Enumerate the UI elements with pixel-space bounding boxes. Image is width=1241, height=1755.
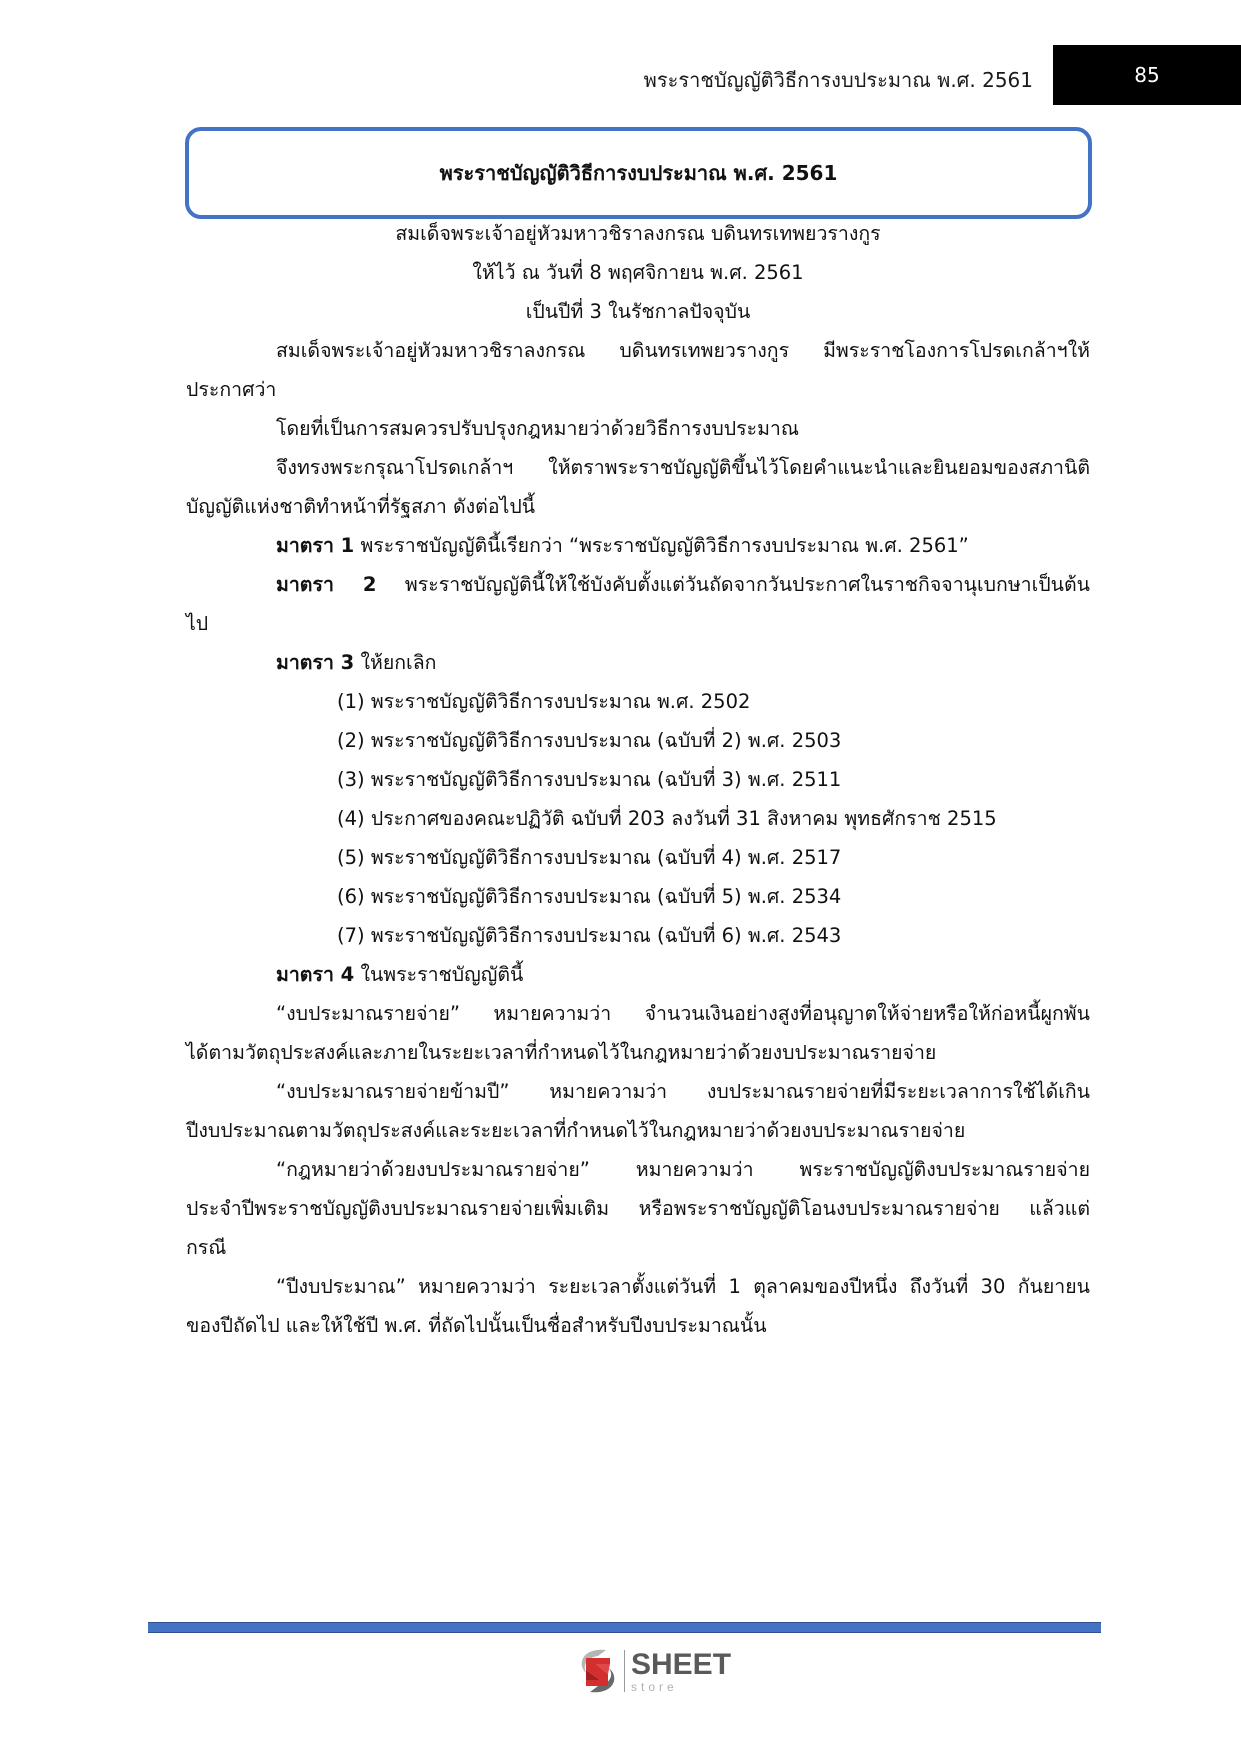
preamble-paragraph-2: โดยที่เป็นการสมควรปรับปรุงกฎหมายว่าด้วยวิธีการงบประมาณ [276, 417, 799, 440]
preamble-paragraph-1-line-2: ประกาศว่า [186, 378, 277, 401]
logo-sub: store [631, 1679, 678, 1694]
repealed-item: (5) พระราชบัญญัติวิธีการงบประมาณ (ฉบับที่ 4) พ.ศ. 2517 [337, 846, 842, 869]
sheet-store-s-icon [576, 1646, 620, 1696]
definition-1-line-2: ได้ตามวัตถุประสงค์และภายในระยะเวลาที่กำหนดไว้ในกฎหมายว่าด้วยงบประมาณรายจ่าย [186, 1041, 937, 1064]
preamble-date: ให้ไว้ ณ วันที่ 8 พฤศจิกายน พ.ศ. 2561 [472, 261, 804, 284]
section-1 [186, 526, 1090, 565]
section-1-label: มาตรา 1 [276, 534, 355, 557]
document-title: พระราชบัญญัติวิธีการงบประมาณ พ.ศ. 2561 [439, 161, 838, 185]
definition-1-line-1: “งบประมาณรายจ่าย” หมายความว่า จำนวนเงินอย่างสูงที่อนุญาตให้จ่ายหรือให้ก่อหนี้ผูกพัน [276, 1002, 1090, 1025]
footer-divider-bar [148, 1622, 1101, 1633]
running-header-title: พระราชบัญญัติวิธีการงบประมาณ พ.ศ. 2561 [643, 68, 1033, 92]
definition-2-line-1: “งบประมาณรายจ่ายข้ามปี” หมายความว่า งบประมาณรายจ่ายที่มีระยะเวลาการใช้ได้เกิน [276, 1080, 1090, 1103]
title-box [185, 127, 1092, 219]
page-number-box [1053, 45, 1241, 105]
preamble-king: สมเด็จพระเจ้าอยู่หัวมหาวชิราลงกรณ บดินทรเทพยวรางกูร [395, 222, 881, 245]
logo-wordmark [631, 1647, 732, 1694]
repealed-item: (6) พระราชบัญญัติวิธีการงบประมาณ (ฉบับที่ 5) พ.ศ. 2534 [337, 885, 842, 908]
preamble-paragraph-3-line-2: บัญญัติแห่งชาติทำหน้าที่รัฐสภา ดังต่อไปนี้ [186, 495, 536, 518]
repealed-item: (1) พระราชบัญญัติวิธีการงบประมาณ พ.ศ. 2502 [337, 690, 751, 713]
preamble-paragraph-1-line-1: สมเด็จพระเจ้าอยู่หัวมหาวชิราลงกรณ บดินทรเทพยวรางกูร มีพระราชโองการโปรดเกล้าฯให้ [276, 339, 1090, 362]
logo-divider [624, 1650, 625, 1692]
repealed-item: (3) พระราชบัญญัติวิธีการงบประมาณ (ฉบับที่ 3) พ.ศ. 2511 [337, 768, 842, 791]
section-3 [186, 643, 1090, 682]
section-3-label: มาตรา 3 [276, 651, 355, 674]
section-4-text: ในพระราชบัญญัตินี้ [354, 963, 524, 986]
page-number: 85 [1134, 63, 1160, 87]
section-4-label: มาตรา 4 [276, 963, 355, 986]
definition-4-line-2: ของปีถัดไป และให้ใช้ปี พ.ศ. ที่ถัดไปนั้นเป็นชื่อสำหรับปีงบประมาณนั้น [186, 1314, 767, 1337]
repealed-item: (7) พระราชบัญญัติวิธีการงบประมาณ (ฉบับที่ 6) พ.ศ. 2543 [337, 924, 842, 947]
sheet-store-logo [576, 1646, 731, 1696]
section-2-text: พระราชบัญญัตินี้ให้ใช้บังคับตั้งแต่วันถัดจากวันประกาศในราชกิจจานุเบกษาเป็นต้น [376, 573, 1090, 596]
definition-3-line-1: “กฎหมายว่าด้วยงบประมาณรายจ่าย” หมายความว่า พระราชบัญญัติงบประมาณรายจ่าย [276, 1158, 1090, 1181]
repealed-item: (4) ประกาศของคณะปฏิวัติ ฉบับที่ 203 ลงวันที่ 31 สิงหาคม พุทธศักราช 2515 [337, 807, 997, 830]
section-4 [186, 955, 1090, 994]
section-2-label: มาตรา 2 [276, 573, 377, 596]
section-3-text: ให้ยกเลิก [354, 651, 437, 674]
repealed-item: (2) พระราชบัญญัติวิธีการงบประมาณ (ฉบับที่ 2) พ.ศ. 2503 [337, 729, 842, 752]
section-2-line-1 [186, 565, 1090, 604]
logo-brand: SHEET [631, 1647, 732, 1681]
definition-2-line-2: ปีงบประมาณตามวัตถุประสงค์และระยะเวลาที่กำหนดไว้ในกฎหมายว่าด้วยงบประมาณรายจ่าย [186, 1119, 966, 1142]
definition-3-line-3: กรณี [186, 1236, 227, 1259]
definition-3-line-2: ประจำปีพระราชบัญญัติงบประมาณรายจ่ายเพิ่มเติม หรือพระราชบัญญัติโอนงบประมาณรายจ่าย แล้วแต่ [186, 1197, 1090, 1220]
preamble-reign: เป็นปีที่ 3 ในรัชกาลปัจจุบัน [525, 300, 751, 323]
definition-4-line-1: “ปีงบประมาณ” หมายความว่า ระยะเวลาตั้งแต่วันที่ 1 ตุลาคมของปีหนึ่ง ถึงวันที่ 30 กันยายน [276, 1275, 1090, 1298]
preamble-paragraph-3-line-1: จึงทรงพระกรุณาโปรดเกล้าฯ ให้ตราพระราชบัญญัติขึ้นไว้โดยคำแนะนำและยินยอมของสภานิติ [276, 456, 1090, 479]
section-1-text: พระราชบัญญัตินี้เรียกว่า “พระราชบัญญัติวิธีการงบประมาณ พ.ศ. 2561” [354, 534, 969, 557]
section-2-line-2: ไป [186, 612, 209, 635]
